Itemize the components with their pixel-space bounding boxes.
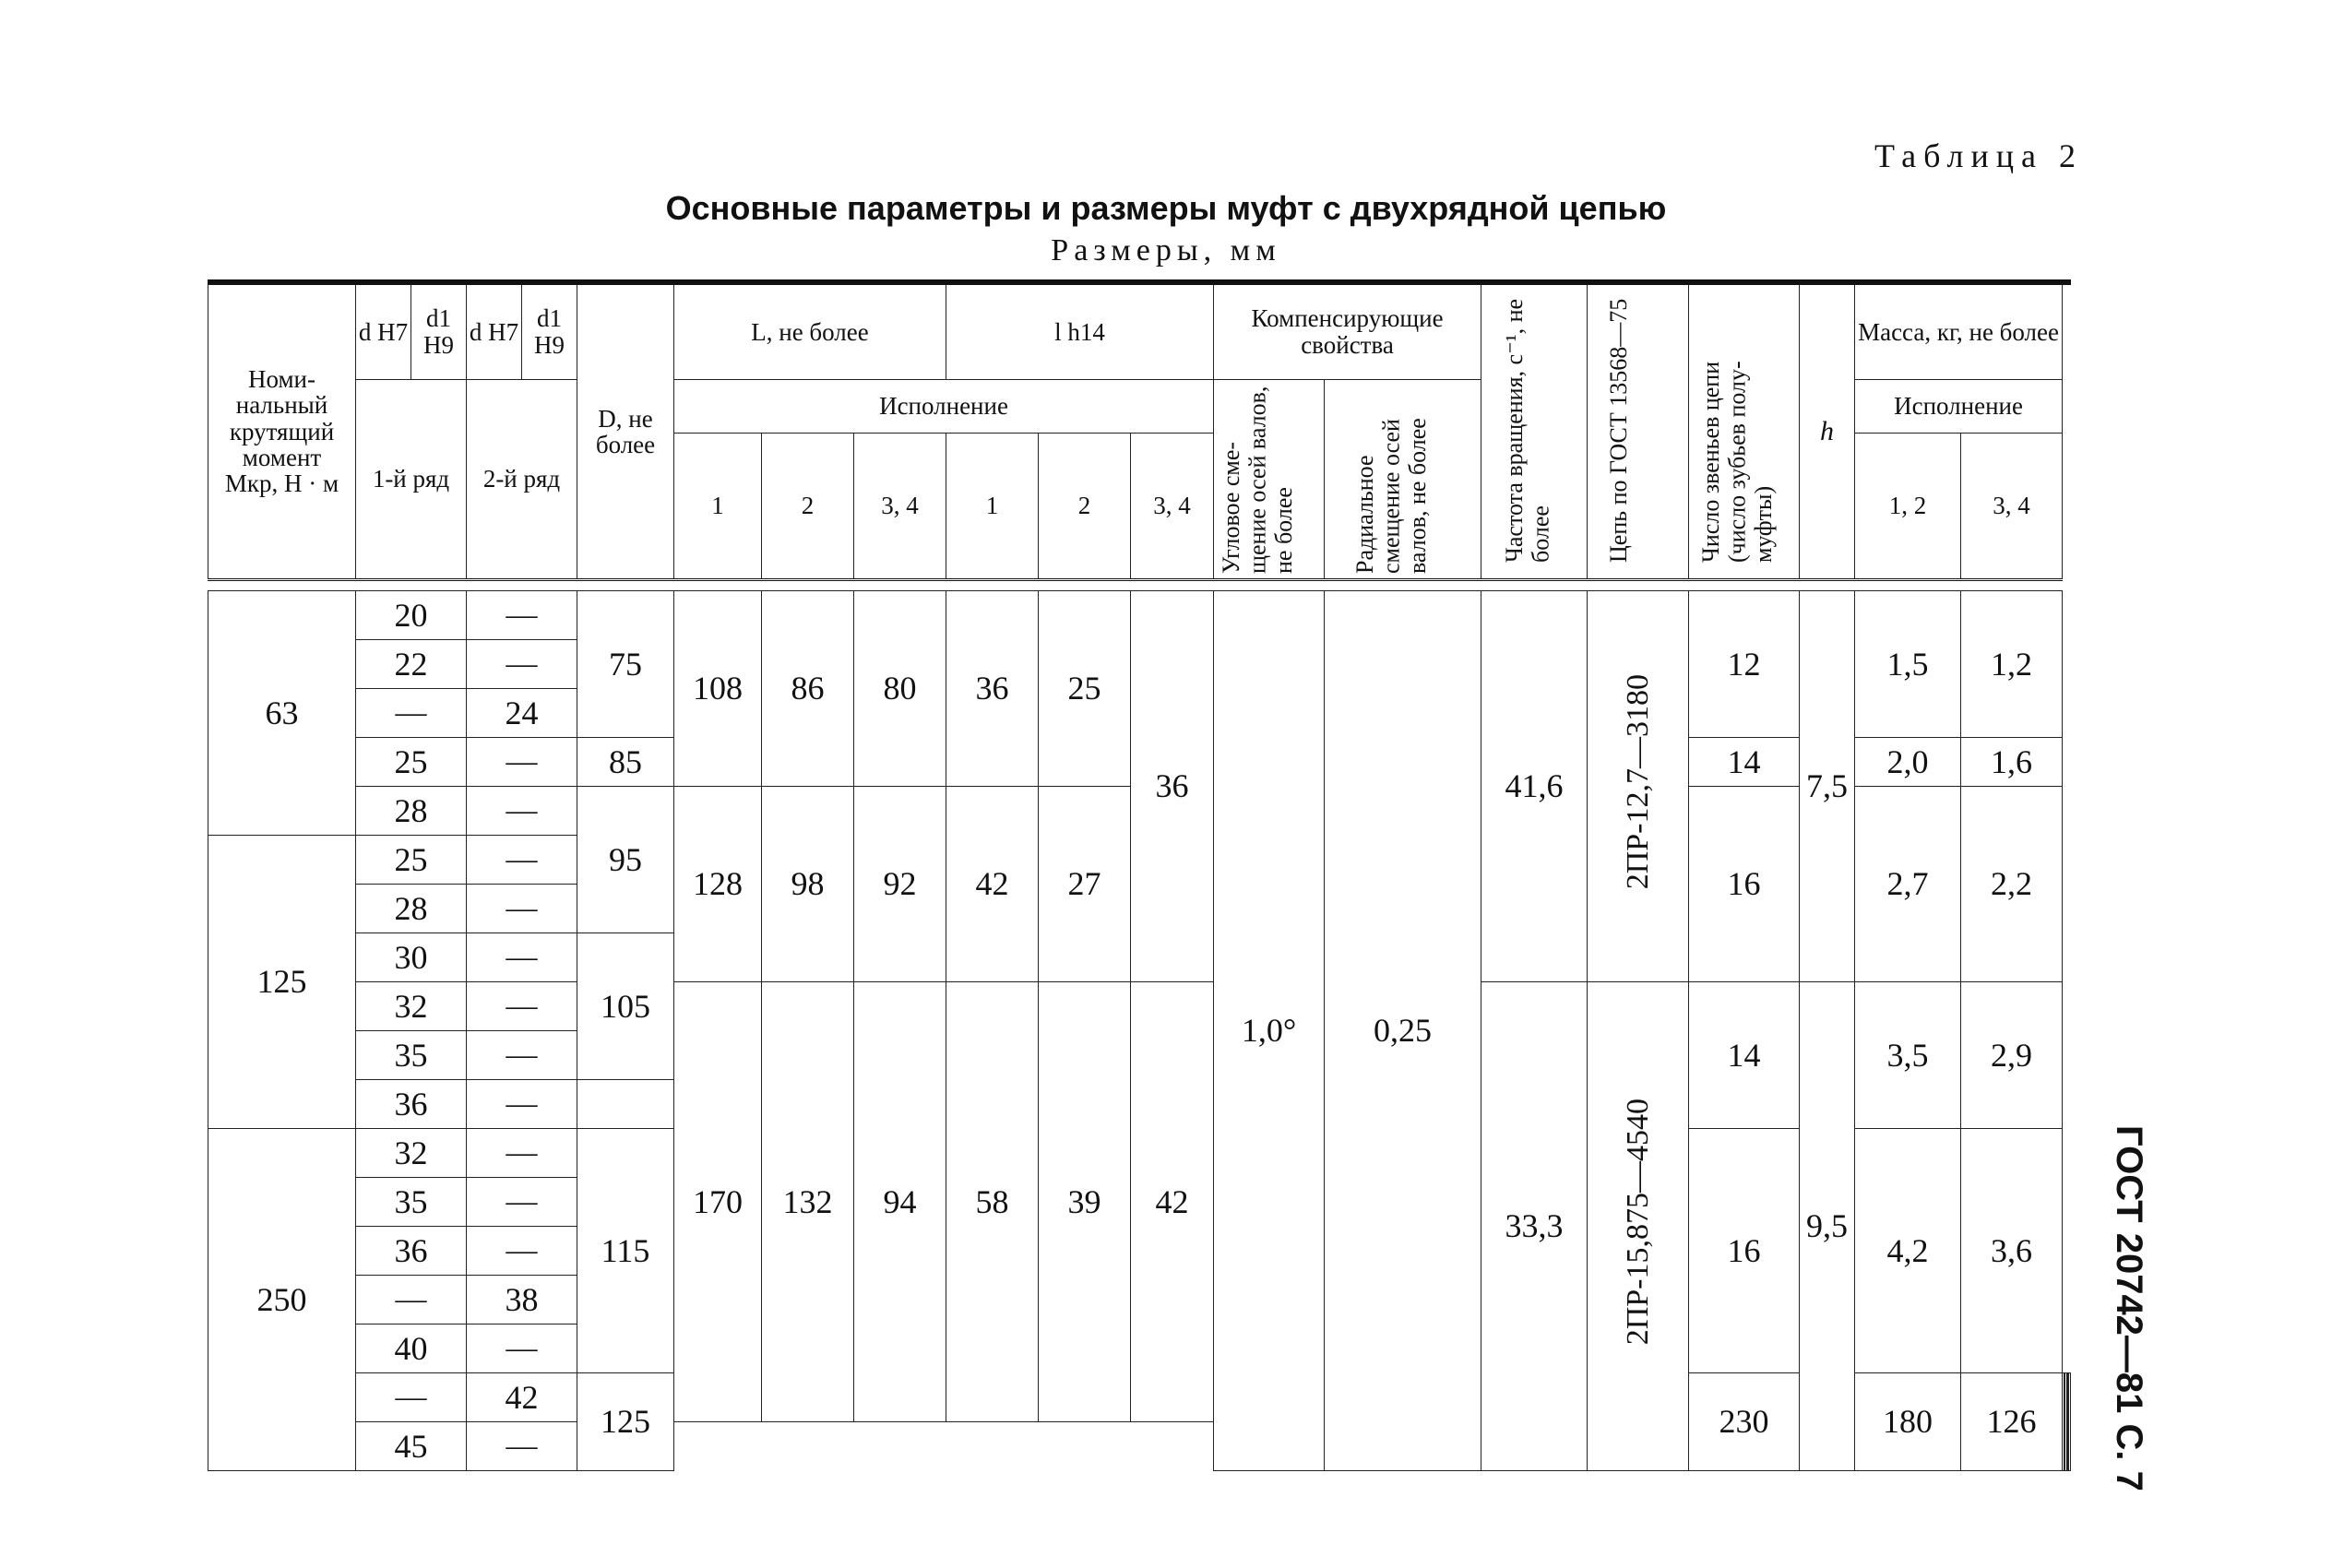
d-row2-cell: — <box>467 835 577 884</box>
header-mass: Масса, кг, не более <box>1855 282 2063 379</box>
header-L-exec-1: 1 <box>674 433 762 579</box>
header-execution: Исполнение <box>674 379 1214 433</box>
mass12-cell: 4,2 <box>1855 1128 1961 1372</box>
d-row2-cell: — <box>467 981 577 1030</box>
mass34-cell: 1,2 <box>1961 590 2063 737</box>
header-frequency-text: Частота вращения, с⁻¹, не более <box>1501 299 1554 564</box>
links-cell: 16 <box>1689 786 1800 981</box>
header-mass-12: 1, 2 <box>1855 433 1961 579</box>
links-cell: 14 <box>1689 981 1800 1128</box>
header-chain-text: Цепь по ГОСТ 13568—75 <box>1604 299 1632 564</box>
header-torque: Номи-нальный крутящий момент Мкр, Н · м <box>208 282 356 579</box>
d-row1-cell: 35 <box>356 1030 467 1079</box>
chain-cell <box>1588 981 1689 1470</box>
d-row2-cell: — <box>467 1324 577 1372</box>
frequency-cell: 41,6 <box>1481 590 1588 981</box>
table-label: Таблица 2 <box>1874 137 2083 174</box>
L34-cell: 126 <box>1961 1372 2063 1470</box>
d-row1-cell: 25 <box>356 835 467 884</box>
mass34-cell <box>2069 1372 2071 1470</box>
D-cell: 95 <box>577 786 674 932</box>
table-title: Основные параметры и размеры муфт с двухрядной цепью <box>665 189 1667 227</box>
l2-cell: 39 <box>1039 981 1131 1421</box>
l2-cell: 27 <box>1039 786 1131 981</box>
links-cell: 14 <box>1689 737 1800 786</box>
D-cell: 115 <box>577 1128 674 1372</box>
header-links-text: Число звеньев цепи (число зубьев полу-муфты) <box>1696 361 1777 564</box>
L2-cell: 132 <box>762 981 854 1421</box>
d-row1-cell: 20 <box>356 590 467 639</box>
L1-cell: 108 <box>674 590 762 786</box>
mass12-cell: 1,5 <box>1855 590 1961 737</box>
L2-cell: 86 <box>762 590 854 786</box>
parameters-table <box>208 279 2071 1471</box>
header-l: l h14 <box>946 282 1214 379</box>
header-compensation: Компенсирующие свойства <box>1214 282 1481 379</box>
header-l-exec-34: 3, 4 <box>1131 433 1214 579</box>
D-cell: 125 <box>577 1372 674 1470</box>
radial-cell: 0,25 <box>1325 590 1481 1470</box>
document-code: ГОСТ 20742—81 С. 7 <box>2109 1125 2149 1491</box>
D-cell: 85 <box>577 737 674 786</box>
torque-250: 250 <box>208 1128 356 1470</box>
l1-cell: 42 <box>946 786 1039 981</box>
d-row1-cell: 40 <box>356 1324 467 1372</box>
header-radial <box>1325 379 1481 579</box>
d-row2-cell: — <box>467 786 577 835</box>
header-frequency <box>1481 282 1588 579</box>
d-row1-cell: — <box>356 1275 467 1324</box>
header-links <box>1689 282 1800 579</box>
header-l-exec-1: 1 <box>946 433 1039 579</box>
header-angular <box>1214 379 1325 579</box>
d-row2-cell: 42 <box>467 1372 577 1421</box>
D-cell: 105 <box>577 932 674 1079</box>
l34-cell: 36 <box>1131 590 1214 981</box>
d-row1-cell: 25 <box>356 737 467 786</box>
h-cell: 9,5 <box>1800 981 1855 1470</box>
d-row2-cell: — <box>467 1030 577 1079</box>
header-l-exec-2: 2 <box>1039 433 1131 579</box>
d-row2-cell: — <box>467 1128 577 1177</box>
header-L: L, не более <box>674 282 946 379</box>
L1-cell: 230 <box>1689 1372 1800 1470</box>
l2-cell: 25 <box>1039 590 1131 786</box>
d-row1-cell: 45 <box>356 1421 467 1470</box>
mass34-cell: 2,9 <box>1961 981 2063 1128</box>
d-row2-cell: — <box>467 1177 577 1226</box>
header-mass-34: 3, 4 <box>1961 433 2063 579</box>
d-row1-cell: 32 <box>356 981 467 1030</box>
d-row2-cell: — <box>467 1226 577 1275</box>
header-angular-text: Угловое сме-щение осей валов, не более <box>1217 386 1297 574</box>
d-row2-cell: 38 <box>467 1275 577 1324</box>
l34-cell: 42 <box>1131 981 1214 1421</box>
mass34-cell: 2,2 <box>1961 786 2063 981</box>
d-row2-cell: — <box>467 1421 577 1470</box>
mass34-cell: 1,6 <box>1961 737 2063 786</box>
links-cell: 16 <box>1689 1128 1800 1372</box>
L2-cell: 180 <box>1855 1372 1961 1470</box>
header-L-exec-34: 3, 4 <box>854 433 946 579</box>
d-row1-cell: 30 <box>356 932 467 981</box>
L34-cell: 92 <box>854 786 946 981</box>
header-mass-execution: Исполнение <box>1855 379 2063 433</box>
L1-cell: 128 <box>674 786 762 981</box>
d-row2-cell: — <box>467 932 577 981</box>
chain-text: 2ПР-15,875—4540 <box>1620 1099 1655 1346</box>
mass12-cell: 2,7 <box>1855 786 1961 981</box>
l1-cell: 36 <box>946 590 1039 786</box>
L34-cell: 80 <box>854 590 946 786</box>
torque-125: 125 <box>208 835 356 1128</box>
d-row2-cell: 24 <box>467 688 577 737</box>
header-d1-h9-row2: d1 H9 <box>522 282 577 379</box>
header-h: h <box>1800 282 1855 579</box>
d-row2-cell: — <box>467 737 577 786</box>
mass34-cell: 3,6 <box>1961 1128 2063 1372</box>
header-chain <box>1588 282 1689 579</box>
d-row2-cell: — <box>467 884 577 932</box>
header-radial-text: Радиальное смещение осей валов, не более <box>1350 417 1431 574</box>
L34-cell: 94 <box>854 981 946 1421</box>
d-row2-cell: — <box>467 639 577 688</box>
chain-cell <box>1588 590 1689 981</box>
header-L-exec-2: 2 <box>762 433 854 579</box>
d-row1-cell: 28 <box>356 884 467 932</box>
d-row1-cell: 28 <box>356 786 467 835</box>
header-row1: 1-й ряд <box>356 379 467 579</box>
l1-cell: 58 <box>946 981 1039 1421</box>
chain-text: 2ПР-12,7—3180 <box>1620 674 1655 890</box>
header-d1-h9-row1: d1 H9 <box>411 282 467 379</box>
header-row2: 2-й ряд <box>467 379 577 579</box>
h-cell: 7,5 <box>1800 590 1855 981</box>
L2-cell: 98 <box>762 786 854 981</box>
d-row1-cell: 36 <box>356 1079 467 1128</box>
mass12-cell: 2,0 <box>1855 737 1961 786</box>
d-row1-cell: — <box>356 1372 467 1421</box>
table-subtitle: Размеры, мм <box>1051 233 1281 267</box>
links-cell: 12 <box>1689 590 1800 737</box>
d-row1-cell: 22 <box>356 639 467 688</box>
d-row1-cell: 36 <box>356 1226 467 1275</box>
L1-cell: 170 <box>674 981 762 1421</box>
D-cell: 75 <box>577 590 674 737</box>
header-D: D, не более <box>577 282 674 579</box>
header-d-h7-row2: d H7 <box>467 282 522 379</box>
torque-63: 63 <box>208 590 356 835</box>
d-row1-cell: 35 <box>356 1177 467 1226</box>
angular-cell: 1,0° <box>1214 590 1325 1470</box>
d-row1-cell: 32 <box>356 1128 467 1177</box>
d-row2-cell: — <box>467 590 577 639</box>
frequency-cell: 33,3 <box>1481 981 1588 1470</box>
d-row2-cell: — <box>467 1079 577 1128</box>
mass12-cell: 3,5 <box>1855 981 1961 1128</box>
header-d-h7-row1: d H7 <box>356 282 411 379</box>
d-row1-cell: — <box>356 688 467 737</box>
